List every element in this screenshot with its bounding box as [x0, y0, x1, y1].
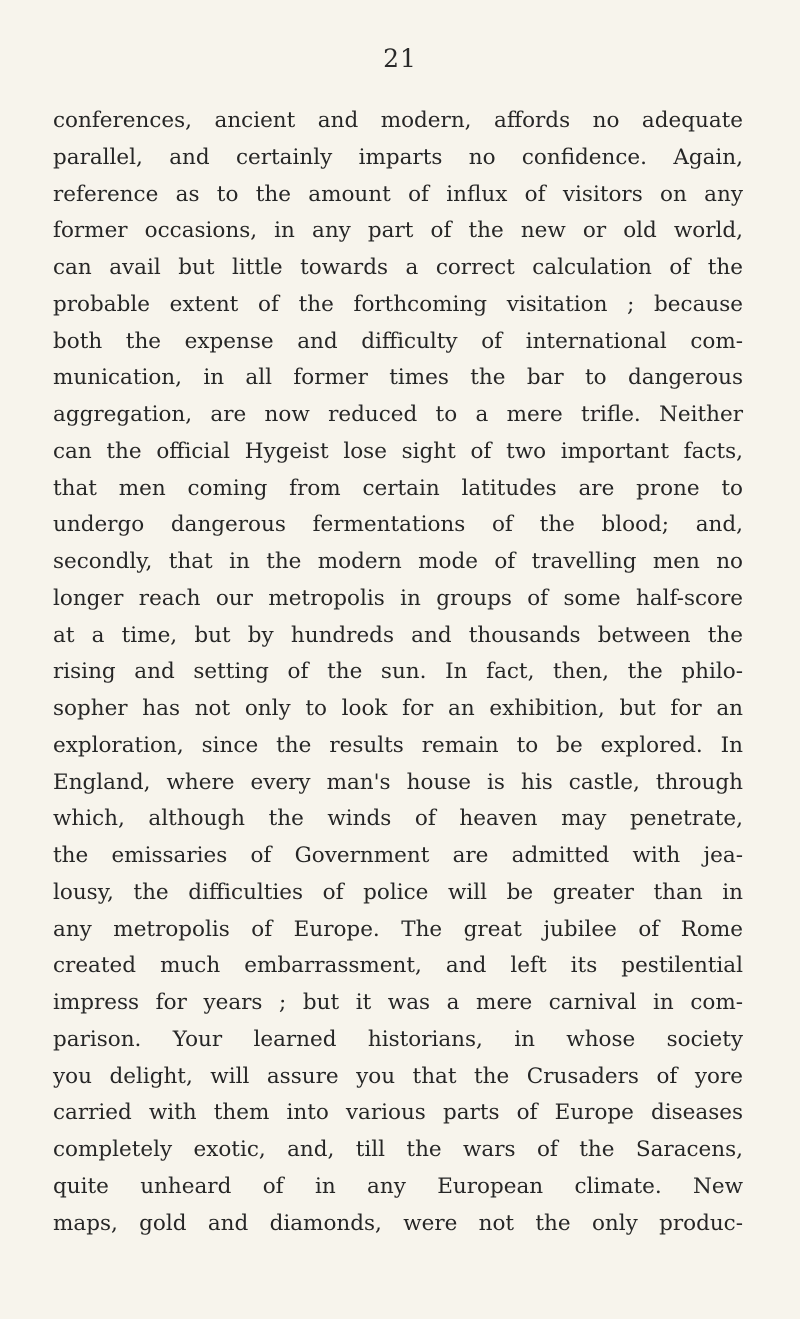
text-line: parallel, and certainly imparts no confidence. Again, [53, 144, 743, 170]
text-line: aggregation, are now reduced to a mere trifle. Neither [53, 402, 743, 427]
text-line: parison. Your learned historians, in whose society [53, 1026, 743, 1052]
page-number: 21 [383, 44, 417, 73]
text-line: conferences, ancient and modern, affords no adequate [53, 108, 743, 133]
text-line: exploration, since the results remain to be explored. In [53, 732, 743, 758]
text-line: secondly, that in the modern mode of travelling men no [53, 549, 743, 574]
text-line: England, where every man's house is his castle, through [53, 769, 743, 795]
text-line: quite unheard of in any European climate. New [53, 1173, 743, 1199]
text-line: created much embarrassment, and left its pestilential [53, 953, 743, 979]
text-line: can the official Hygeist lose sight of two important facts, [53, 438, 743, 464]
text-line: undergo dangerous fermentations of the blood; and, [53, 512, 743, 538]
text-line: that men coming from certain latitudes are prone to [53, 475, 743, 501]
text-line: the emissaries of Government are admitted with jea- [53, 843, 743, 868]
text-line: former occasions, in any part of the new or old world, [53, 218, 743, 244]
text-line: at a time, but by hundreds and thousands between the [53, 622, 743, 648]
text-line: rising and setting of the sun. In fact, then, the philo- [53, 659, 743, 685]
text-line: impress for years ; but it was a mere carnival in com- [53, 990, 743, 1015]
text-line: maps, gold and diamonds, were not the only produc- [53, 1210, 743, 1236]
text-line: lousy, the difficulties of police will be greater than in [53, 879, 743, 905]
text-line: any metropolis of Europe. The great jubilee of Rome [53, 916, 743, 942]
text-line: can avail but little towards a correct calculation of the [53, 255, 743, 280]
text-line: sopher has not only to look for an exhibition, but for an [53, 696, 743, 721]
text-line: which, although the winds of heaven may penetrate, [53, 806, 743, 832]
text-line: carried with them into various parts of Europe diseases [53, 1100, 743, 1126]
text-line: munication, in all former times the bar to dangerous [53, 365, 743, 391]
text-line: longer reach our metropolis in groups of some half-score [53, 585, 743, 611]
body-text [53, 103, 743, 1242]
text-line: completely exotic, and, till the wars of the Saracens, [53, 1137, 743, 1162]
text-line: you delight, will assure you that the Crusaders of yore [53, 1063, 743, 1089]
text-line: probable extent of the forthcoming visitation ; because [53, 291, 743, 317]
text-line: both the expense and difficulty of international com- [53, 328, 743, 354]
text-line: reference as to the amount of influx of visitors on any [53, 181, 743, 207]
